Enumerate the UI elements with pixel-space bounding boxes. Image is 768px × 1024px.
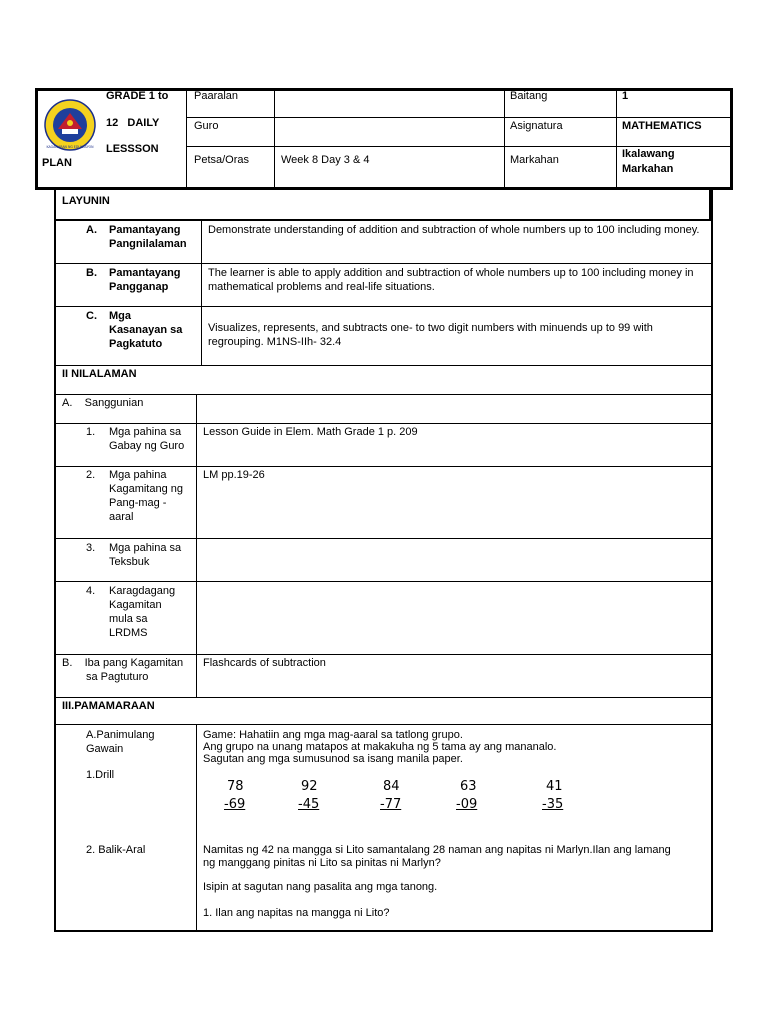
title-line-4: PLAN [42, 157, 72, 169]
deped-seal-icon [44, 99, 96, 151]
drill-subtrahend: -77 [380, 797, 402, 812]
layunin-a-label-2: Pangnilalaman [109, 238, 187, 250]
sanggunian-label: A. Sanggunian [62, 397, 144, 409]
iba-pang-kagamitan-label-1: B. Iba pang Kagamitan [62, 657, 184, 669]
item-2-number: 2. [86, 469, 96, 481]
iba-pang-kagamitan-label-2: sa Pagtuturo [86, 671, 149, 683]
layunin-c-label-1: Mga [109, 310, 131, 322]
label-guro: Guro [194, 120, 219, 132]
layunin-b-text: The learner is able to apply addition and subtraction of whole numbers up to 100 including money in mathematical problems and real-life situations. [208, 267, 694, 293]
layunin-c-text: Visualizes, represents, and subtracts one- to two digit numbers with minuends up to 99 with regrouping. M1NS-IIh- 32.4 [208, 322, 653, 348]
layunin-b-label-1: Pamantayang [109, 267, 181, 279]
drill-minuend: 41 [546, 779, 563, 794]
game-line-2: Ang grupo na unang matapos at makakuha ng 5 tama ay ang mananalo. [203, 741, 557, 753]
item-1-label-1: Mga pahina sa [109, 426, 182, 438]
game-line-3: Sagutan ang mga sumusunod sa isang manila paper. [203, 753, 463, 765]
drill-subtrahend: -45 [298, 797, 320, 812]
item-4-label-3: mula sa [109, 613, 148, 625]
seal-caption: KAGAWARAN NG EDUKASYON [46, 145, 94, 149]
item-4-label-4: LRDMS [109, 627, 148, 639]
drill-subtrahend: -35 [542, 797, 564, 812]
pamamaraan-heading: III.PAMAMARAAN [62, 700, 155, 712]
item-2-label-1: Mga pahina [109, 469, 167, 481]
title-line-2: 12 DAILY [106, 117, 160, 129]
layunin-c-label-3: Pagkatuto [109, 338, 163, 350]
title-line-3: LESSSON [106, 143, 159, 155]
item-2-label-3: Pang-mag - [109, 497, 167, 509]
drill-subtrahend: -09 [456, 797, 478, 812]
item-2-label-2: Kagamitang ng [109, 483, 183, 495]
layunin-b-letter: B. [86, 267, 97, 279]
drill-label: 1.Drill [86, 769, 115, 781]
balik-aral-problem-line-2: ng manggang pinitas ni Lito sa pinitas ni Marlyn? [203, 857, 441, 869]
item-4-number: 4. [86, 585, 96, 597]
drill-subtrahend: -69 [224, 797, 246, 812]
panimulang-label-1: A.Panimulang [86, 729, 155, 741]
balik-aral-problem-line-1: Namitas ng 42 na mangga si Lito samantalang 28 naman ang napitas ni Marlyn.Ilan ang lamang [203, 844, 671, 856]
label-paaralan: Paaralan [194, 90, 239, 102]
item-4-label-2: Kagamitan [109, 599, 162, 611]
value-petsa: Week 8 Day 3 & 4 [281, 154, 370, 166]
balik-aral-instruction: Isipin at sagutan nang pasalita ang mga tanong. [203, 881, 438, 893]
label-petsa: Petsa/Oras [194, 154, 250, 166]
layunin-c-label-2: Kasanayan sa [109, 324, 183, 336]
balik-aral-question-1: 1. Ilan ang napitas na mangga ni Lito? [203, 907, 390, 919]
item-4-label-1: Karagdagang [109, 585, 176, 597]
drill-minuend: 63 [460, 779, 477, 794]
label-markahan: Markahan [510, 154, 559, 166]
item-1-value: Lesson Guide in Elem. Math Grade 1 p. 209 [203, 426, 418, 438]
layunin-a-letter: A. [86, 224, 97, 236]
layunin-c-letter: C. [86, 310, 97, 322]
item-1-number: 1. [86, 426, 96, 438]
layunin-b-label-2: Pangganap [109, 281, 169, 293]
panimulang-label-2: Gawain [86, 743, 124, 755]
drill-minuend: 84 [383, 779, 400, 794]
layunin-a-text: Demonstrate understanding of addition and subtraction of whole numbers up to 100 including money. [208, 224, 700, 236]
item-2-value: LM pp.19-26 [203, 469, 265, 481]
drill-minuend: 78 [227, 779, 244, 794]
game-line-1: Game: Hahatiin ang mga mag-aaral sa tatlong grupo. [203, 729, 463, 741]
title-line-1: GRADE 1 to [106, 90, 169, 102]
layunin-heading: LAYUNIN [62, 195, 110, 207]
value-asignatura: MATHEMATICS [622, 120, 702, 132]
layunin-a-label-1: Pamantayang [109, 224, 181, 236]
item-3-label-2: Teksbuk [109, 556, 150, 568]
item-3-label-1: Mga pahina sa [109, 542, 182, 554]
nilalaman-heading: II NILALAMAN [62, 368, 137, 380]
iba-pang-kagamitan-value: Flashcards of subtraction [203, 657, 326, 669]
drill-minuend: 92 [301, 779, 318, 794]
item-2-label-4: aaral [109, 511, 134, 523]
item-3-number: 3. [86, 542, 96, 554]
value-markahan-1: Ikalawang [622, 148, 675, 160]
value-markahan-2: Markahan [622, 163, 674, 175]
label-baitang: Baitang [510, 90, 548, 102]
label-asignatura: Asignatura [510, 120, 563, 132]
item-1-label-2: Gabay ng Guro [109, 440, 185, 452]
value-baitang: 1 [622, 90, 629, 102]
balik-aral-label: 2. Balik-Aral [86, 844, 146, 856]
